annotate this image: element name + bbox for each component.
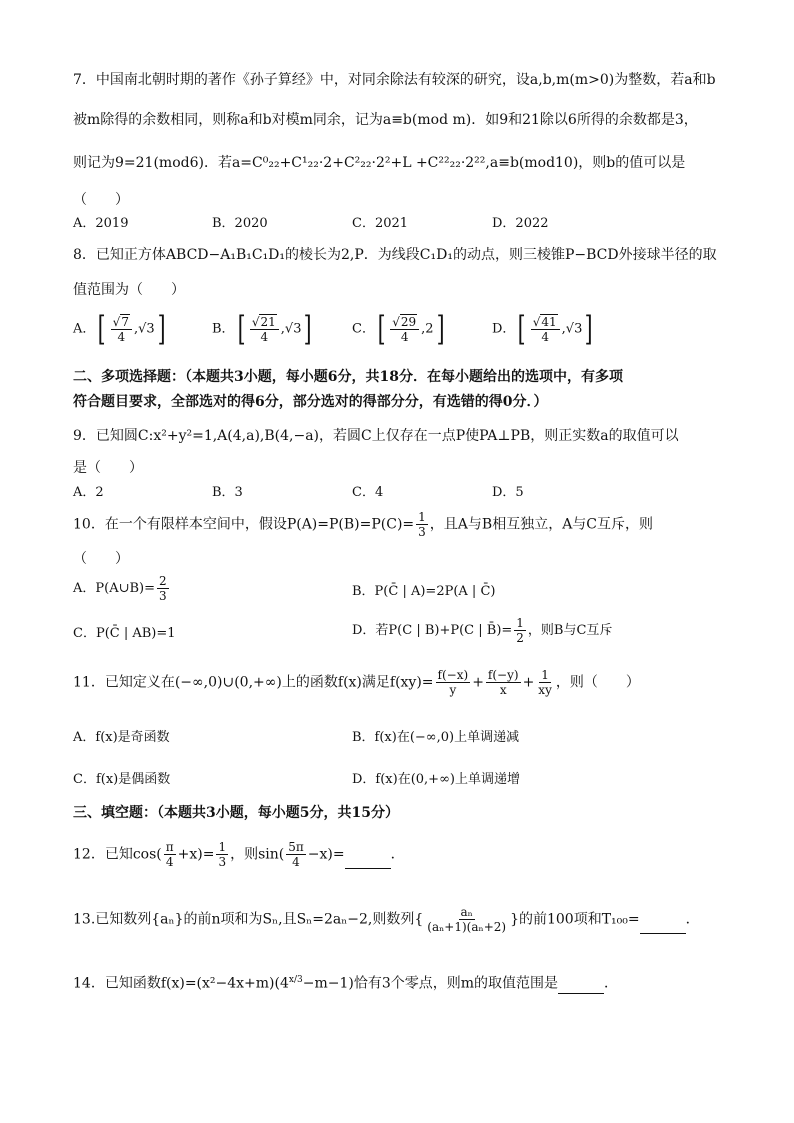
q14-answer-blank[interactable]: [558, 979, 604, 994]
q9-option-b: B．3: [212, 485, 243, 500]
q8-option-c: C．[ $\frac{√29}{4}$ ,2]: [352, 309, 445, 349]
section2-heading-line1: 二、多项选择题：（本题共3小题，每小题6分，共18分．在每小题给出的选项中，有多项: [73, 369, 623, 385]
q7-line3: 则记为9=21(mod6)．若a=C⁰₂₂+C¹₂₂·2+C²₂₂·2²+L +C²²₂₂·2²²,a≡b(mod10)，则b的值可以是: [73, 155, 686, 171]
q14-line: [73, 970, 618, 994]
q12-text-d: −x)=: [307, 846, 345, 863]
q8-option-b-den: 4: [260, 330, 269, 344]
q14-text-b: −m−1)恰有3个零点，则m的取值范围是: [302, 975, 559, 992]
q13-answer-blank[interactable]: [640, 919, 686, 934]
q10-option-d-num: 1: [516, 616, 524, 630]
q11-line1-text-a: 11．已知定义在(−∞,0)∪(0,+∞)上的函数f(x)满足f(xy)=: [73, 674, 434, 691]
q13-line: [73, 905, 700, 934]
q10-option-a-num: 2: [159, 574, 167, 588]
q11-line1-text-b: ，则（ ）: [555, 674, 640, 691]
q8-option-d-end: √3: [565, 321, 583, 337]
q9-option-a: A．2: [73, 485, 104, 500]
q11-frac2-num: f(−y): [487, 668, 519, 682]
q12-pi-num: π: [165, 840, 174, 854]
q7-line2: 被m除得的余数相同，则称a和b对模m同余，记为a≡b(mod m)．如9和21除以6所得的余数都是3，: [73, 112, 698, 128]
q13-frac-num: aₙ: [460, 905, 473, 919]
q7-option-c: C．2021: [352, 216, 409, 231]
q10-option-d-den: 2: [516, 631, 524, 645]
q10-option-d-text-a: D．若P(C | B)+P(C | B̄)=: [352, 623, 513, 638]
q12-text-e: ．: [390, 846, 405, 863]
q12-text-a: 12．已知cos(: [73, 846, 162, 863]
q8-option-d: D．[ $\frac{√41}{4}$ ,√3]: [492, 309, 593, 349]
q8-option-b-radicand: 21: [260, 315, 276, 329]
q12-line: [73, 840, 405, 869]
q8-line2: 值范围为（ ）: [73, 282, 185, 298]
section2-heading-line2: 符合题目要求，全部选对的得6分，部分选对的得部分分，有选错的得0分．）: [73, 394, 548, 410]
q11-option-a: A．f(x)是奇函数: [73, 730, 170, 745]
q14-text-c: ．: [604, 975, 619, 992]
q11-frac1-den: y: [449, 683, 457, 697]
q10-option-b: B．P(C̄ | A)=2P(A | C̄): [352, 584, 496, 599]
q12-pi-den: 4: [165, 855, 174, 869]
q10-line1-text-b: ，且A与B相互独立，A与C互斥，则: [429, 516, 654, 533]
q12-5pi-den: 4: [292, 855, 300, 869]
q9-line1: 9．已知圆C:x²+y²=1,A(4,a),B(4,−a)，若圆C上仅存在一点P使PA⊥PB，则正实数a的取值可以: [73, 428, 679, 444]
q12-text-c: ，则sin(: [230, 846, 285, 863]
q8-option-b-label: B．: [212, 321, 235, 337]
q7-option-d: D．2022: [492, 216, 549, 231]
q7-option-a: A．2019: [73, 216, 129, 231]
q11-frac3-num: 1: [541, 668, 549, 682]
q11-option-b: B．f(x)在(−∞,0)上单调递减: [352, 730, 520, 745]
q8-option-c-end: 2: [425, 321, 434, 337]
q8-option-a-end: √3: [138, 321, 155, 337]
q11-frac1-num: f(−x): [437, 668, 469, 682]
q14-exponent: x/3: [288, 975, 303, 985]
q7-paren: （ ）: [73, 192, 129, 208]
q8-line1: 8．已知正方体ABCD−A₁B₁C₁D₁的棱长为2,P．为线段C₁D₁的动点，则三棱锥P−BCD外接球半径的取: [73, 247, 717, 263]
q11-option-d: D．f(x)在(0,+∞)上单调递增: [352, 772, 520, 787]
q8-option-d-den: 4: [541, 330, 549, 344]
q8-option-b-end: √3: [284, 321, 302, 337]
section3-heading: 三、填空题：（本题共3小题，每小题5分，共15分）: [73, 805, 399, 821]
q12-value-num: 1: [218, 840, 227, 854]
q8-option-a-den: 4: [117, 330, 126, 344]
q10-option-a-den: 3: [159, 589, 167, 603]
q8-option-d-label: D．: [492, 321, 516, 337]
q11-frac2-den: x: [499, 683, 507, 697]
q9-option-d: D．5: [492, 485, 524, 500]
q10-line1: [73, 510, 653, 539]
q11-frac3-den: xy: [538, 683, 552, 697]
q10-frac-num: 1: [418, 510, 426, 524]
q14-text-a: 14．已知函数f(x)=(x²−4x+m)(4: [73, 975, 289, 992]
q10-option-a-text: A．P(A∪B)=: [73, 581, 156, 596]
q13-frac-den: (aₙ+1)(aₙ+2): [427, 920, 507, 934]
q12-text-b: +x)=: [177, 846, 215, 863]
q7-option-b: B．2020: [212, 216, 268, 231]
q12-5pi-num: 5π: [288, 840, 304, 854]
q13-text-c: ．: [685, 911, 700, 928]
q8-option-a: A．[ $\frac{√7}{4}$ ,√3]: [73, 309, 166, 349]
q12-value-den: 3: [218, 855, 227, 869]
q9-option-c: C．4: [352, 485, 384, 500]
q8-option-c-den: 4: [400, 330, 409, 344]
q8-option-a-radicand: 7: [121, 315, 129, 329]
q11-line1: 11．已知定义在(−∞,0)∪(0,+∞)上的函数f(x)满足f(xy)= $\frac{f(-x)}{y}$ + $\frac{f(-y)}{x}$ + $\frac{1}{xy}$ ，则（ ）: [73, 668, 640, 697]
q10-option-d-text-b: ，则B与C互斥: [527, 623, 613, 638]
q12-answer-blank[interactable]: [345, 854, 391, 869]
q8-option-c-radicand: 29: [400, 315, 417, 329]
q10-option-a: [73, 574, 171, 603]
q7-line1: 7．中国南北朝时期的著作《孙子算经》中，对同余除法有较深的研究，设a,b,m(m>0)为整数，若a和b: [73, 72, 716, 88]
q13-text-a: 13.已知数列{aₙ}的前n项和为Sₙ,且Sₙ=2aₙ−2,则数列{: [73, 911, 424, 928]
q8-option-a-label: A．: [73, 321, 96, 337]
q8-option-d-radicand: 41: [541, 315, 557, 329]
q9-line2: 是（ ）: [73, 460, 143, 476]
q8-option-c-label: C．: [352, 321, 375, 337]
q10-paren: （ ）: [73, 551, 129, 567]
q13-text-b: }的前100项和T₁₀₀=: [510, 911, 640, 928]
q10-frac-den: 3: [418, 525, 426, 539]
q10-line1-text-a: 10．在一个有限样本空间中，假设P(A)=P(B)=P(C)=: [73, 516, 415, 533]
q10-option-d: [352, 616, 612, 645]
q10-option-c: C．P(C̄ | AB)=1: [73, 626, 176, 641]
q8-option-b: B．[ $\frac{√21}{4}$ ,√3]: [212, 309, 313, 349]
q11-option-c: C．f(x)是偶函数: [73, 772, 171, 787]
